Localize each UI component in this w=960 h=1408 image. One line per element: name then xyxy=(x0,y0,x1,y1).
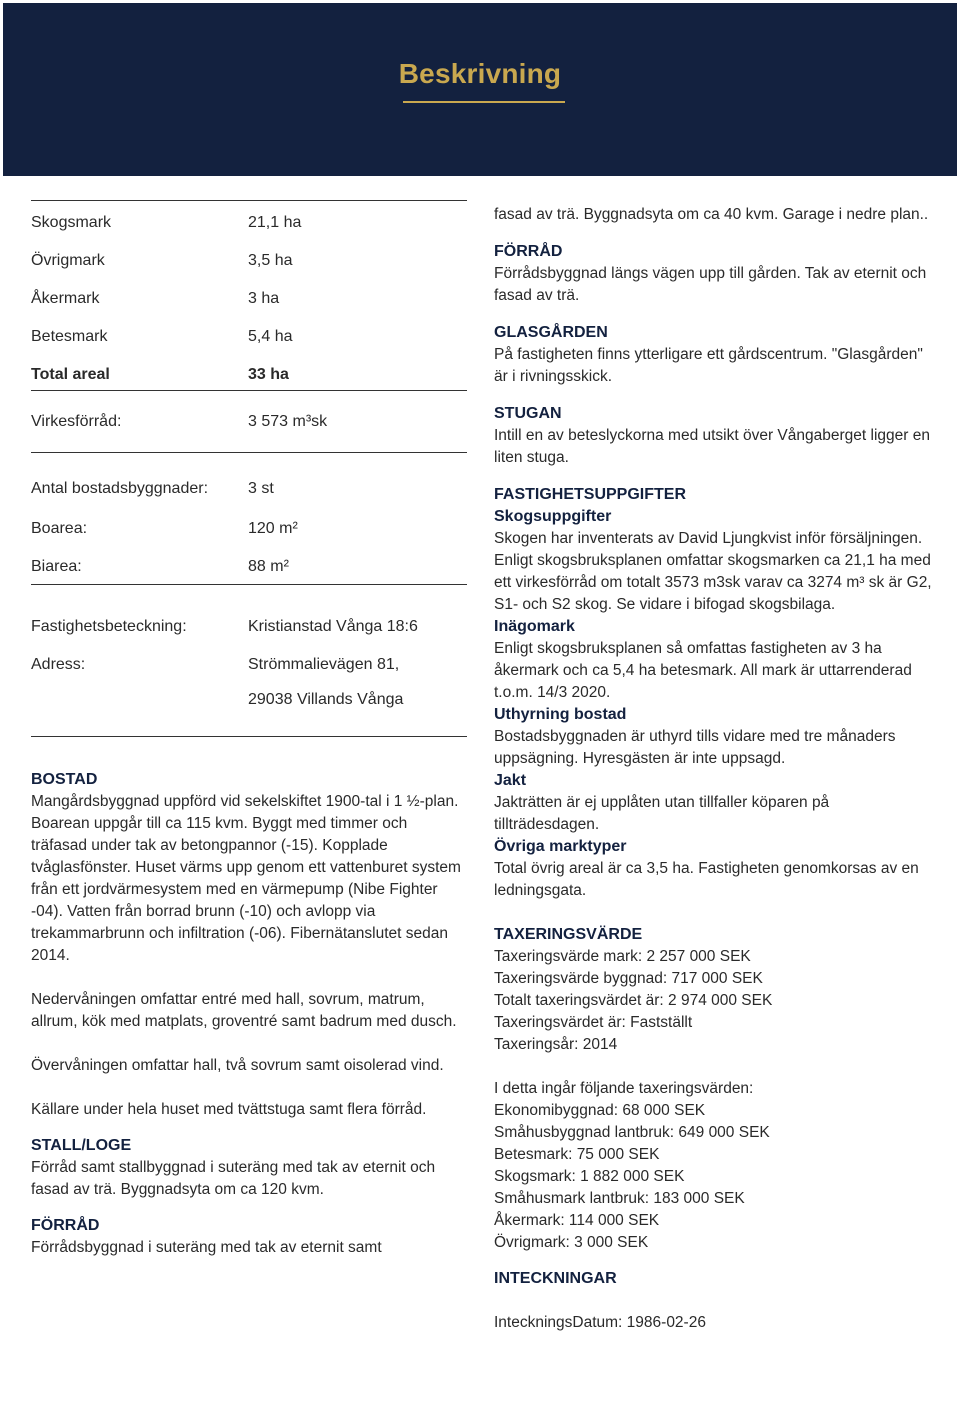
virke-value: 3 573 m³sk xyxy=(248,413,328,430)
adress-row-2 xyxy=(31,679,467,737)
building-label: Boarea: xyxy=(31,520,88,537)
inteckningar-heading: INTECKNINGAR xyxy=(494,1270,617,1287)
fastighet-value: Kristianstad Vånga 18:6 xyxy=(248,618,418,635)
uthyr-text: Bostadsbyggnaden är uthyrd tills vidare med tre månaders uppsägning. Hyresgästen är inte uppsagd. xyxy=(494,728,896,767)
building-row-count xyxy=(31,467,467,507)
area-label: Betesmark xyxy=(31,328,108,345)
page-title: Beskrivning xyxy=(398,58,562,89)
taxering-item: Åkermark: 114 000 SEK xyxy=(494,1212,660,1229)
area-value: 3,5 ha xyxy=(248,252,293,269)
adress-label: Adress: xyxy=(31,656,86,673)
building-label: Antal bostadsbyggnader: xyxy=(31,480,209,497)
fastighetsuppgifter-heading: FASTIGHETSUPPGIFTER xyxy=(494,486,687,503)
forrad1-continued: fasad av trä. Byggnadsyta om ca 40 kvm. Garage i nedre plan.. xyxy=(494,206,929,223)
jakt-text: Jakträtten är ej upplåten utan tillfaller köparen på tillträdesdagen. xyxy=(494,794,830,833)
building-value: 88 m² xyxy=(248,558,289,575)
forrad1-text: Förrådsbyggnad i suteräng med tak av eternit samt xyxy=(31,1239,382,1256)
taxering-item: Småhusbyggnad lantbruk: 649 000 SEK xyxy=(494,1124,770,1141)
adress-line1: Strömmalievägen 81, xyxy=(248,656,400,673)
area-label: Övrigmark xyxy=(31,252,105,269)
area-label: Åkermark xyxy=(31,290,100,307)
area-row-ovrigmark xyxy=(31,239,467,277)
right-column xyxy=(494,204,934,1334)
uthyr-subheading: Uthyrning bostad xyxy=(494,706,627,723)
area-row-skogsmark xyxy=(31,201,467,239)
building-row-biarea xyxy=(31,545,467,585)
virke-label: Virkesförråd: xyxy=(31,413,122,430)
area-row-total xyxy=(31,353,467,391)
taxering-intro: I detta ingår följande taxeringsvärden: xyxy=(494,1080,754,1097)
inago-subheading: Inägomark xyxy=(494,618,575,635)
title-underline xyxy=(403,101,565,103)
adress-line2: 29038 Villands Vånga xyxy=(248,691,404,708)
taxering-line: Totalt taxeringsvärdet är: 2 974 000 SEK xyxy=(494,992,773,1009)
forrad2-heading: FÖRRÅD xyxy=(494,243,563,260)
area-value: 21,1 ha xyxy=(248,214,302,231)
glasgarden-text: På fastigheten finns ytterligare ett gårdscentrum. "Glasgården" är i rivningsskick. xyxy=(494,346,923,385)
taxering-item: Skogsmark: 1 882 000 SEK xyxy=(494,1168,685,1185)
fastighet-label: Fastighetsbeteckning: xyxy=(31,618,187,635)
area-value: 33 ha xyxy=(248,366,289,383)
stugan-heading: STUGAN xyxy=(494,405,562,422)
stall-heading: STALL/LOGE xyxy=(31,1137,132,1154)
area-label: Skogsmark xyxy=(31,214,112,231)
building-label: Biarea: xyxy=(31,558,82,575)
left-column xyxy=(31,200,467,1259)
building-row-boarea xyxy=(31,507,467,545)
skog-text: Skogen har inventerats av David Ljungkvist inför försäljningen. Enligt skogsbruksplanen omfattar skogsmarken ca 21,1 ha med ett virkesförråd om totalt 3573 m3sk varav ca 3274 m³ sk är G2, S1- och S2 skog. Se vidare i bifogad skogsbilaga. xyxy=(494,530,932,613)
bostad-upper-floor: Övervåningen omfattar hall, två sovrum samt oisolerad vind. xyxy=(31,1057,444,1074)
forrad2-text: Förrådsbyggnad längs vägen upp till gården. Tak av eternit och fasad av trä. xyxy=(494,265,927,304)
building-value: 120 m² xyxy=(248,520,298,537)
area-value: 5,4 ha xyxy=(248,328,293,345)
stall-text: Förråd samt stallbyggnad i suteräng med tak av eternit och fasad av trä. Byggnadsyta om ca 120 kvm. xyxy=(31,1159,436,1198)
area-row-akermark xyxy=(31,277,467,315)
adress-row xyxy=(31,643,467,679)
taxering-item: Ekonomibyggnad: 68 000 SEK xyxy=(494,1102,706,1119)
bostad-text: Mangårdsbyggnad uppförd vid sekelskiftet 1900-tal i 1 ½-plan. Boarean uppgår till ca 115 kvm. Byggt med timmer och träfasad under tak av betongpannor (-15). Kopplade tvåglasfönster. Huset värms upp genom ett vattenburet system från ett jordvärmesystem med en värmepump (Nibe Fighter -04). Vatten från borrad brunn (-10) och avlopp via trekammarbrunn och infiltration (-06). Fibernätanslutet sedan 2014. xyxy=(31,793,461,964)
ovriga-text: Total övrig areal är ca 3,5 ha. Fastigheten genomkorsas av en ledningsgata. xyxy=(494,860,919,899)
area-row-betesmark xyxy=(31,315,467,353)
area-table xyxy=(31,200,467,391)
area-label: Total areal xyxy=(31,366,110,383)
building-value: 3 st xyxy=(248,480,274,497)
ovriga-subheading: Övriga marktyper xyxy=(494,838,627,855)
virke-row xyxy=(31,397,467,453)
taxering-line: Taxeringsår: 2014 xyxy=(494,1036,618,1053)
bostad-basement: Källare under hela huset med tvättstuga samt flera förråd. xyxy=(31,1101,427,1118)
stugan-text: Intill en av beteslyckorna med utsikt över Vångaberget ligger en liten stuga. xyxy=(494,427,930,466)
area-value: 3 ha xyxy=(248,290,280,307)
taxering-line: Taxeringsvärdet är: Fastställt xyxy=(494,1014,693,1031)
header-banner xyxy=(3,3,957,176)
taxering-heading: TAXERINGSVÄRDE xyxy=(494,926,643,943)
forrad1-heading: FÖRRÅD xyxy=(31,1217,100,1234)
taxering-item: Betesmark: 75 000 SEK xyxy=(494,1146,660,1163)
inago-text: Enligt skogsbruksplanen så omfattas fastigheten av 3 ha åkermark och ca 5,4 ha betesmark. All mark är uttarrenderad t.o.m. 14/3 2020. xyxy=(494,640,912,701)
glasgarden-heading: GLASGÅRDEN xyxy=(494,324,608,341)
taxering-item: Småhusmark lantbruk: 183 000 SEK xyxy=(494,1190,745,1207)
inteckningar-text: InteckningsDatum: 1986-02-26 xyxy=(494,1314,706,1331)
jakt-subheading: Jakt xyxy=(494,772,527,789)
bostad-heading: BOSTAD xyxy=(31,771,98,788)
bostad-ground-floor: Nedervåningen omfattar entré med hall, sovrum, matrum, allrum, kök med matplats, groventré samt badrum med dusch. xyxy=(31,991,457,1030)
taxering-item: Övrigmark: 3 000 SEK xyxy=(494,1234,649,1251)
skog-subheading: Skogsuppgifter xyxy=(494,508,612,525)
taxering-line: Taxeringsvärde byggnad: 717 000 SEK xyxy=(494,970,763,987)
taxering-line: Taxeringsvärde mark: 2 257 000 SEK xyxy=(494,948,751,965)
fastighet-row xyxy=(31,605,467,643)
